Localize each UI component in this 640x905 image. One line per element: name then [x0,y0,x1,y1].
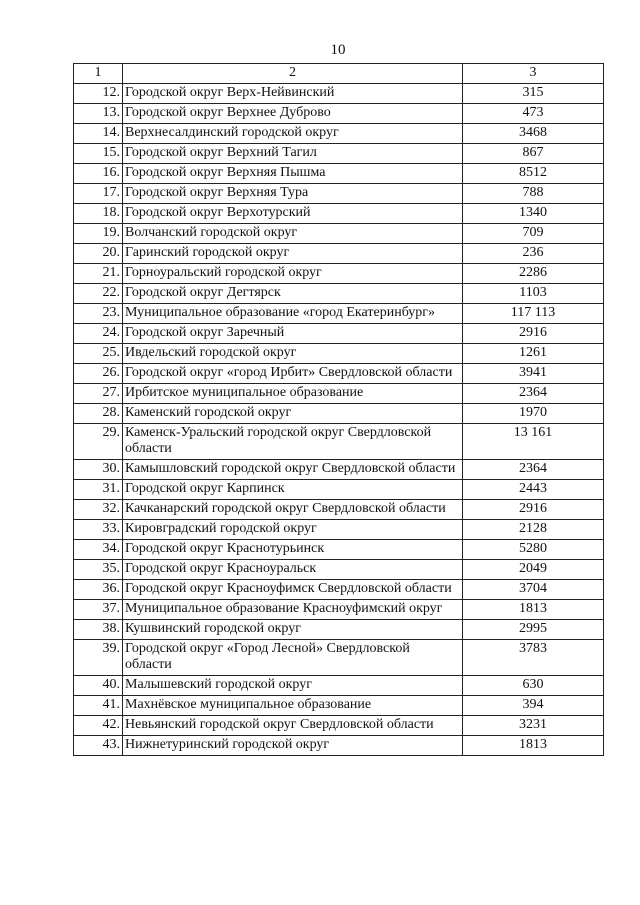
municipality-name: Городской округ «город Ирбит» Свердловской области [123,364,463,384]
municipality-name: Нижнетуринский городской округ [123,736,463,756]
table-row [74,224,604,244]
table-row [74,384,604,404]
row-number: 30. [74,460,123,480]
row-number: 37. [74,600,123,620]
row-value: 2916 [463,500,604,520]
row-value: 3231 [463,716,604,736]
municipality-name: Каменск-Уральский городской округ Свердловской области [123,424,463,460]
table-row [74,304,604,324]
page-number: 10 [330,42,346,58]
municipality-name: Городской округ Заречный [123,324,463,344]
table-row [74,344,604,364]
row-value: 13 161 [463,424,604,460]
table-row [74,696,604,716]
municipality-name: Городской округ Верхняя Тура [123,184,463,204]
row-value: 630 [463,676,604,696]
row-number: 41. [74,696,123,716]
municipality-name: Городской округ Карпинск [123,480,463,500]
row-value: 867 [463,144,604,164]
municipality-name: Малышевский городской округ [123,676,463,696]
table-row [74,264,604,284]
table-row [74,404,604,424]
row-number: 15. [74,144,123,164]
row-value: 394 [463,696,604,716]
table-body [74,64,604,756]
municipality-name: Горноуральский городской округ [123,264,463,284]
table-row [74,244,604,264]
row-number: 18. [74,204,123,224]
table-row [74,144,604,164]
municipality-name: Городской округ Дегтярск [123,284,463,304]
table-row [74,84,604,104]
row-number: 14. [74,124,123,144]
row-number: 43. [74,736,123,756]
row-value: 3704 [463,580,604,600]
table-header-row [74,64,604,84]
table-row [74,104,604,124]
table-row [74,364,604,384]
table-row [74,640,604,676]
municipality-name: Муниципальное образование «город Екатеринбург» [123,304,463,324]
row-number: 28. [74,404,123,424]
row-value: 8512 [463,164,604,184]
municipality-name: Кировградский городской округ [123,520,463,540]
municipality-name: Городской округ Верхотурский [123,204,463,224]
row-value: 2916 [463,324,604,344]
row-value: 3783 [463,640,604,676]
row-number: 21. [74,264,123,284]
row-value: 3468 [463,124,604,144]
row-number: 13. [74,104,123,124]
municipality-name: Гаринский городской округ [123,244,463,264]
header-cell-number: 1 [74,64,123,84]
allocation-table [73,63,604,756]
row-value: 5280 [463,540,604,560]
row-number: 39. [74,640,123,676]
municipality-name: Кушвинский городской округ [123,620,463,640]
table-row [74,736,604,756]
table-row [74,424,604,460]
municipality-name: Городской округ Верхняя Пышма [123,164,463,184]
row-number: 26. [74,364,123,384]
table-row [74,480,604,500]
municipality-name: Ивдельский городской округ [123,344,463,364]
row-value: 236 [463,244,604,264]
row-number: 35. [74,560,123,580]
row-number: 17. [74,184,123,204]
table-row [74,520,604,540]
row-number: 42. [74,716,123,736]
municipality-name: Городской округ Верх-Нейвинский [123,84,463,104]
row-number: 24. [74,324,123,344]
row-number: 29. [74,424,123,460]
header-cell-name: 2 [123,64,463,84]
municipality-name: Городской округ Верхний Тагил [123,144,463,164]
table-row [74,620,604,640]
row-value: 2364 [463,460,604,480]
row-value: 315 [463,84,604,104]
row-number: 38. [74,620,123,640]
table-row [74,500,604,520]
row-value: 709 [463,224,604,244]
municipality-name: Волчанский городской округ [123,224,463,244]
table-row [74,164,604,184]
row-value: 117 113 [463,304,604,324]
row-value: 2443 [463,480,604,500]
municipality-name: Городской округ Красноуфимск Свердловской области [123,580,463,600]
table-row [74,184,604,204]
table-row [74,204,604,224]
table-row [74,600,604,620]
row-value: 2364 [463,384,604,404]
municipality-name: Махнёвское муниципальное образование [123,696,463,716]
municipality-name: Камышловский городской округ Свердловской области [123,460,463,480]
table-row [74,124,604,144]
municipality-name: Верхнесалдинский городской округ [123,124,463,144]
row-number: 20. [74,244,123,264]
row-number: 31. [74,480,123,500]
row-value: 1970 [463,404,604,424]
row-number: 22. [74,284,123,304]
municipality-name: Каменский городской округ [123,404,463,424]
row-number: 16. [74,164,123,184]
municipality-name: Городской округ «Город Лесной» Свердловской области [123,640,463,676]
row-number: 36. [74,580,123,600]
row-value: 3941 [463,364,604,384]
row-value: 1813 [463,736,604,756]
row-value: 2128 [463,520,604,540]
row-number: 33. [74,520,123,540]
municipality-name: Невьянский городской округ Свердловской области [123,716,463,736]
municipality-name: Муниципальное образование Красноуфимский округ [123,600,463,620]
table-row [74,540,604,560]
row-number: 32. [74,500,123,520]
row-number: 27. [74,384,123,404]
table-row [74,324,604,344]
row-number: 40. [74,676,123,696]
row-value: 2286 [463,264,604,284]
row-number: 12. [74,84,123,104]
table-row [74,580,604,600]
table-row [74,460,604,480]
municipality-name: Городской округ Верхнее Дуброво [123,104,463,124]
municipality-name: Ирбитское муниципальное образование [123,384,463,404]
row-value: 1340 [463,204,604,224]
municipality-name: Городской округ Красноуральск [123,560,463,580]
row-number: 34. [74,540,123,560]
row-value: 1813 [463,600,604,620]
row-value: 1261 [463,344,604,364]
table-row [74,676,604,696]
table-row [74,284,604,304]
row-value: 1103 [463,284,604,304]
municipality-name: Качканарский городской округ Свердловской области [123,500,463,520]
table-row [74,716,604,736]
header-cell-value: 3 [463,64,604,84]
municipality-name: Городской округ Краснотурьинск [123,540,463,560]
row-value: 788 [463,184,604,204]
row-number: 23. [74,304,123,324]
row-number: 19. [74,224,123,244]
row-number: 25. [74,344,123,364]
row-value: 2049 [463,560,604,580]
row-value: 473 [463,104,604,124]
row-value: 2995 [463,620,604,640]
table-row [74,560,604,580]
